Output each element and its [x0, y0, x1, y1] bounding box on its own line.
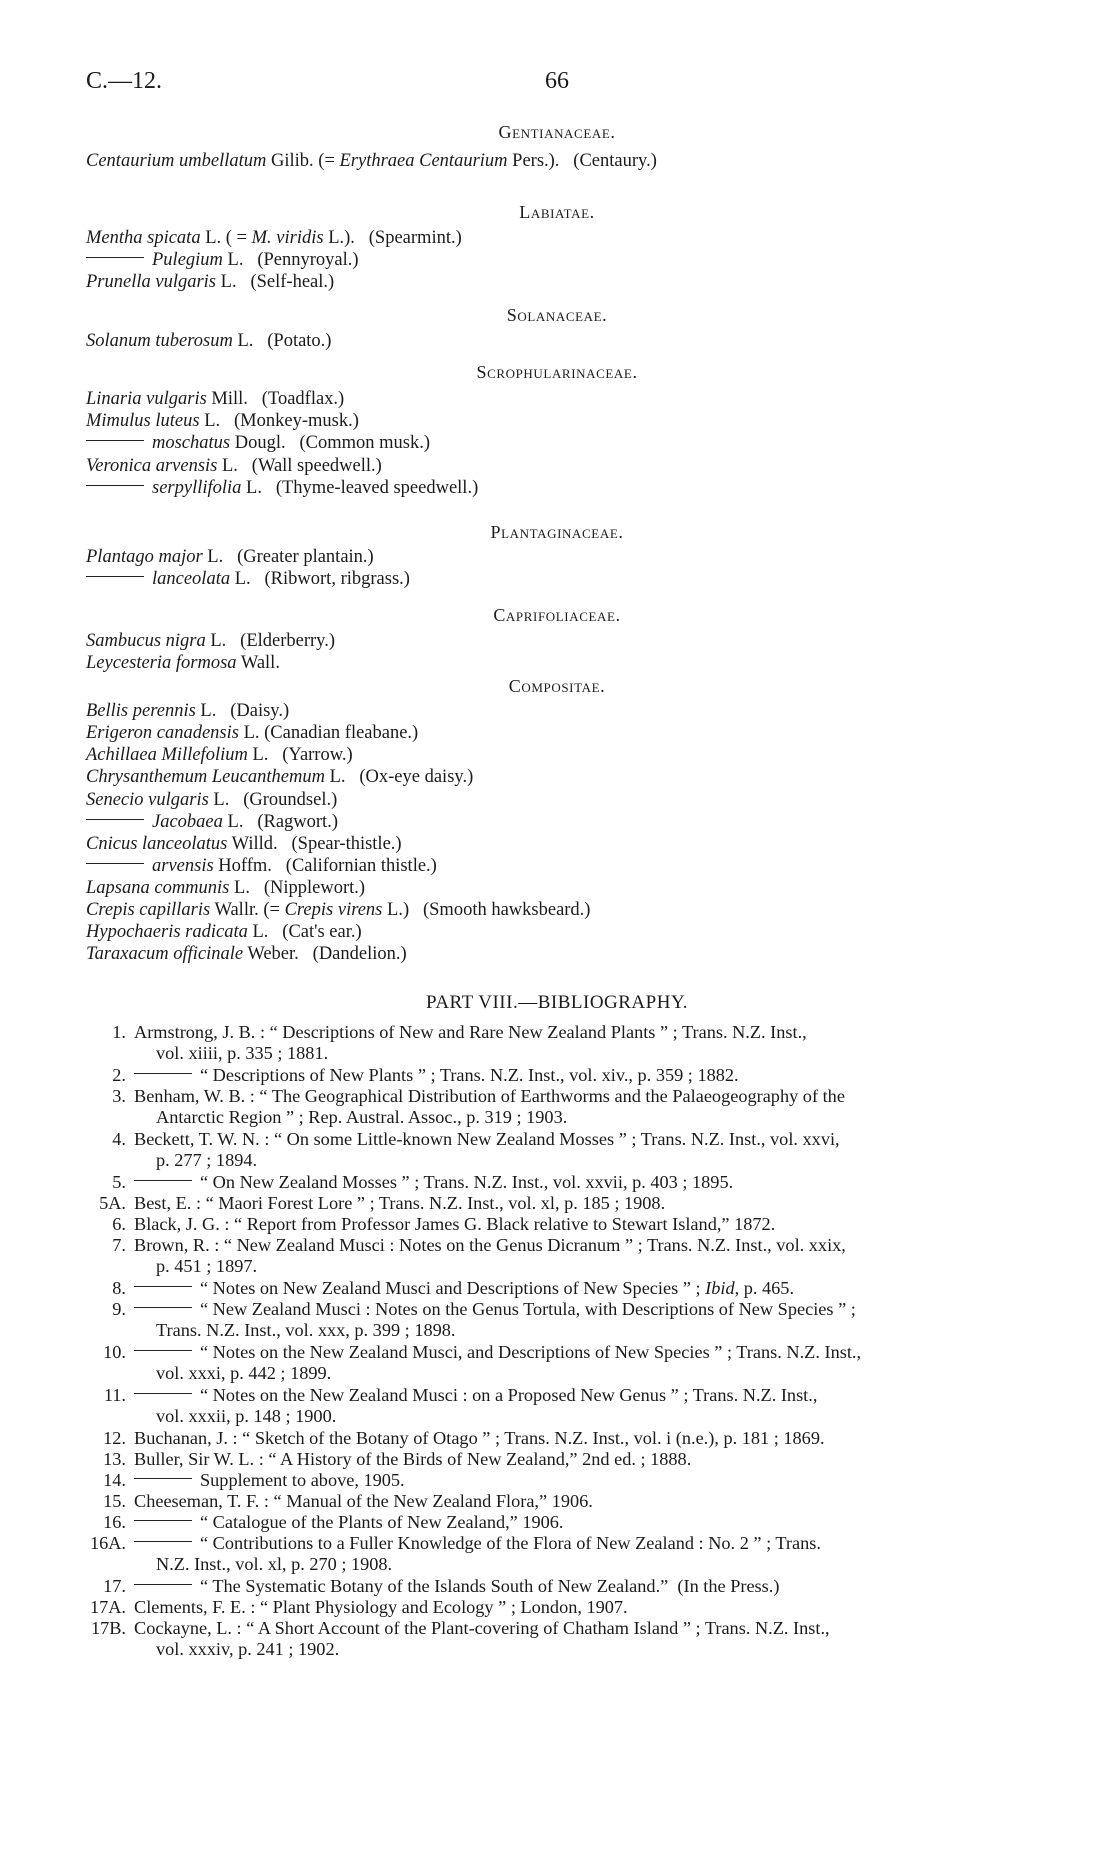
ditto-dash — [134, 1584, 192, 1585]
entry-text: Benham, W. B. : “ The Geographical Distribution of Earthworms and the Palaeogeography of the Antarctic Region ” ; Rep. Austral. Assoc., p. 319 ; 1903. — [134, 1086, 845, 1127]
entry-number: 10. — [103, 1342, 126, 1362]
ditto-dash — [86, 485, 144, 486]
entry-number: 3. — [112, 1086, 126, 1106]
page-number: 66 — [545, 68, 569, 94]
entry-number: 16. — [103, 1512, 126, 1532]
species-entry: Lapsana communis L. (Nipplewort.) — [86, 878, 366, 898]
ditto-dash — [86, 819, 144, 820]
species-entry: moschatus Dougl. (Common musk.) — [86, 432, 430, 454]
entry-number: 2. — [112, 1065, 126, 1085]
ditto-dash — [86, 863, 144, 864]
entry-text: Buller, Sir W. L. : “ A History of the Birds of New Zealand,” 2nd ed. ; 1888. — [134, 1449, 692, 1469]
ditto-dash — [134, 1286, 192, 1287]
species-entry: Veronica arvensis L. (Wall speedwell.) — [86, 456, 382, 476]
entry-number: 17A. — [89, 1597, 126, 1617]
entry-text: Black, J. G. : “ Report from Professor James G. Black relative to Stewart Island,” 1872. — [134, 1214, 776, 1234]
species-entry: Linaria vulgaris Mill. (Toadflax.) — [86, 389, 345, 409]
species-entry: Mimulus luteus L. (Monkey-musk.) — [86, 411, 359, 431]
entry-number: 8. — [112, 1278, 126, 1298]
species-entry: Centaurium umbellatum Gilib. (= Erythraea Centaurium Pers.). (Centaury.) — [86, 151, 657, 171]
ditto-dash — [134, 1307, 192, 1308]
entry-number: 14. — [103, 1470, 126, 1490]
entry-text: “ Notes on the New Zealand Musci : on a Proposed New Genus ” ; Trans. N.Z. Inst., vol. xxxii, p. 148 ; 1900. — [134, 1385, 1080, 1427]
entry-number: 5. — [112, 1172, 126, 1192]
species-entry: Leycesteria formosa Wall. — [86, 653, 280, 673]
species-entry: arvensis Hoffm. (Californian thistle.) — [86, 855, 437, 877]
entry-number: 17. — [103, 1576, 126, 1596]
species-entry: Chrysanthemum Leucanthemum L. (Ox-eye daisy.) — [86, 767, 474, 787]
species-entry: Crepis capillaris Wallr. (= Crepis virens L.) (Smooth hawksbeard.) — [86, 900, 591, 920]
entry-text: Clements, F. E. : “ Plant Physiology and Ecology ” ; London, 1907. — [134, 1597, 628, 1617]
entry-number: 13. — [103, 1449, 126, 1469]
species-entry: Taraxacum officinale Weber. (Dandelion.) — [86, 944, 407, 964]
entry-text: “ Catalogue of the Plants of New Zealand,” 1906. — [134, 1512, 1080, 1533]
entry-text: “ Descriptions of New Plants ” ; Trans. N.Z. Inst., vol. xiv., p. 359 ; 1882. — [134, 1065, 1080, 1086]
species-entry: Plantago major L. (Greater plantain.) — [86, 547, 374, 567]
ditto-dash — [134, 1393, 192, 1394]
species-entry: Hypochaeris radicata L. (Cat's ear.) — [86, 922, 362, 942]
entry-text: Beckett, T. W. N. : “ On some Little-known New Zealand Mosses ” ; Trans. N.Z. Inst., vol. xxvi, p. 277 ; 1894. — [134, 1129, 840, 1170]
family-heading: Compositae. — [508, 676, 606, 696]
ditto-dash — [134, 1541, 192, 1542]
entry-text: “ Notes on New Zealand Musci and Descriptions of New Species ” ; Ibid, p. 465. — [134, 1278, 1080, 1299]
species-entry: Prunella vulgaris L. (Self-heal.) — [86, 272, 335, 292]
entry-text: “ Notes on the New Zealand Musci, and Descriptions of New Species ” ; Trans. N.Z. Inst., vol. xxxi, p. 442 ; 1899. — [134, 1342, 1080, 1384]
entry-text: “ On New Zealand Mosses ” ; Trans. N.Z. Inst., vol. xxvii, p. 403 ; 1895. — [134, 1172, 1080, 1193]
ditto-dash — [86, 257, 144, 258]
species-entry: Mentha spicata L. ( = M. viridis L.). (Spearmint.) — [86, 228, 462, 248]
entry-number: 15. — [103, 1491, 126, 1511]
entry-number: 17B. — [90, 1618, 126, 1638]
species-entry: lanceolata L. (Ribwort, ribgrass.) — [86, 568, 410, 590]
family-heading: Plantaginaceae. — [490, 522, 624, 542]
entry-number: 7. — [112, 1235, 126, 1255]
entry-text: “ Contributions to a Fuller Knowledge of the Flora of New Zealand : No. 2 ” ; Trans. N.Z. Inst., vol. xl, p. 270 ; 1908. — [134, 1533, 1080, 1575]
ditto-dash — [134, 1520, 192, 1521]
species-entry: Jacobaea L. (Ragwort.) — [86, 811, 338, 833]
entry-number: 5A. — [99, 1193, 126, 1213]
species-entry: Sambucus nigra L. (Elderberry.) — [86, 631, 336, 651]
species-entry: serpyllifolia L. (Thyme-leaved speedwell.) — [86, 477, 478, 499]
family-heading: Solanaceae. — [506, 305, 608, 325]
ditto-dash — [134, 1350, 192, 1351]
entry-number: 6. — [112, 1214, 126, 1234]
ditto-dash — [86, 440, 144, 441]
species-entry: Cnicus lanceolatus Willd. (Spear-thistle.) — [86, 834, 402, 854]
species-entry: Solanum tuberosum L. (Potato.) — [86, 331, 332, 351]
entry-text: Cheeseman, T. F. : “ Manual of the New Zealand Flora,” 1906. — [134, 1491, 593, 1511]
entry-number: 9. — [112, 1299, 126, 1319]
entry-text: Best, E. : “ Maori Forest Lore ” ; Trans. N.Z. Inst., vol. xl, p. 185 ; 1908. — [134, 1193, 666, 1213]
entry-text: Armstrong, J. B. : “ Descriptions of New and Rare New Zealand Plants ” ; Trans. N.Z. Inst., vol. xiiii, p. 335 ; 1881. — [134, 1022, 807, 1063]
ditto-dash — [134, 1073, 192, 1074]
ditto-dash — [86, 576, 144, 577]
part-title: PART VIII.—BIBLIOGRAPHY. — [426, 992, 688, 1013]
document-reference: C.—12. — [86, 68, 163, 94]
entry-number: 11. — [103, 1385, 126, 1405]
entry-number: 4. — [112, 1129, 126, 1149]
entry-text: “ The Systematic Botany of the Islands South of New Zealand.” (In the Press.) — [134, 1576, 1080, 1597]
species-entry: Pulegium L. (Pennyroyal.) — [86, 249, 359, 271]
ditto-dash — [134, 1478, 192, 1479]
ditto-dash — [134, 1180, 192, 1181]
entry-text: Buchanan, J. : “ Sketch of the Botany of Otago ” ; Trans. N.Z. Inst., vol. i (n.e.), p. 181 ; 1869. — [134, 1428, 825, 1448]
family-heading: Labiatae. — [519, 202, 595, 222]
family-heading: Caprifoliaceae. — [493, 605, 621, 625]
family-heading: Gentianaceae. — [498, 122, 616, 142]
species-entry: Bellis perennis L. (Daisy.) — [86, 701, 290, 721]
entry-text: “ New Zealand Musci : Notes on the Genus Tortula, with Descriptions of New Species ” ; Trans. N.Z. Inst., vol. xxx, p. 399 ; 1898. — [134, 1299, 1080, 1341]
entry-text: Brown, R. : “ New Zealand Musci : Notes on the Genus Dicranum ” ; Trans. N.Z. Inst., vol. xxix, p. 451 ; 1897. — [134, 1235, 846, 1276]
entry-text: Supplement to above, 1905. — [134, 1470, 1080, 1491]
entry-number: 16A. — [89, 1533, 126, 1553]
entry-number: 12. — [103, 1428, 126, 1448]
family-heading: Scrophularinaceae. — [476, 362, 638, 382]
species-entry: Erigeron canadensis L. (Canadian fleabane.) — [86, 723, 419, 743]
species-entry: Achillaea Millefolium L. (Yarrow.) — [86, 745, 353, 765]
entry-text: Cockayne, L. : “ A Short Account of the Plant-covering of Chatham Island ” ; Trans. N.Z. Inst., vol. xxxiv, p. 241 ; 1902. — [134, 1618, 830, 1659]
species-entry: Senecio vulgaris L. (Groundsel.) — [86, 790, 338, 810]
entry-number: 1. — [112, 1022, 126, 1042]
